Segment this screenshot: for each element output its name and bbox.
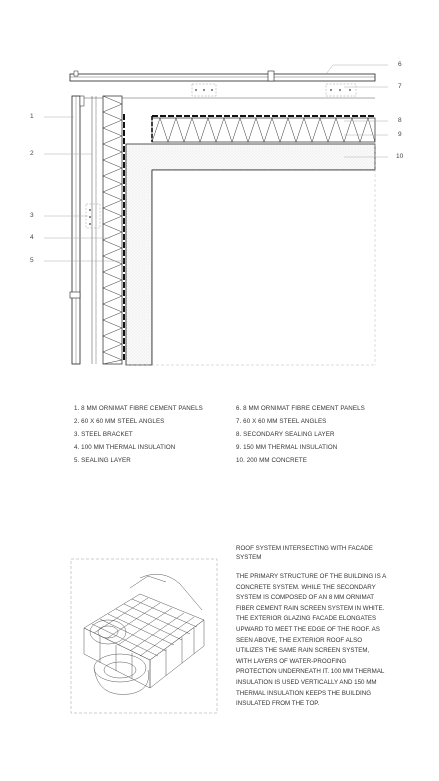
callout-4: 4 (30, 234, 34, 241)
wall-steel-angle-zone (86, 96, 100, 364)
callout-8: 8 (398, 117, 402, 124)
callout-9: 9 (398, 131, 402, 138)
callout-7: 7 (398, 83, 402, 90)
legend-item: 1. 8 MM ORNIMAT FIBRE CEMENT PANELS (74, 405, 203, 412)
legend-item: 4. 100 MM THERMAL INSULATION (74, 444, 176, 451)
legend-item: 3. STEEL BRACKET (74, 431, 133, 438)
description-title: ROOF SYSTEM INTERSECTING WITH FACADE SYSTEM (236, 545, 373, 561)
description-block (236, 545, 386, 710)
legend-item: 5. SEALING LAYER (74, 457, 131, 464)
description-body: THE PRIMARY STRUCTURE OF THE BUILDING IS A CONCRETE SYSTEM. WHILE THE SECONDARY SYSTEM IS COMPOSED OF AN 8 MM ORNIMAT FIBER CEMENT RAIN SCREEN SYSTEM IN WHITE. THE EXTERIOR GLAZING FACADE ELONGATES UPWARD TO MEET THE EDGE OF THE ROOF. AS SEEN ABOVE, THE EXTERIOR ROOF ALSO UTILIZES THE SAME RAIN SCREEN SYSTEM, WITH LAYERS OF WATER-PROOFING PROTECTION UNDERNEATH IT. 100 MM THERMAL INSULATION IS USED VERTICALLY AND 150 MM THERMAL INSULATION KEEPS THE BUILDING INSULATED FROM THE TOP. (236, 573, 386, 708)
callout-1: 1 (30, 113, 34, 120)
wall-insulation (103, 96, 122, 364)
legend-item: 8. SECONDARY SEALING LAYER (236, 431, 335, 438)
roof-insulation (152, 118, 375, 142)
legend-item: 2. 60 X 60 MM STEEL ANGLES (74, 418, 165, 425)
callout-10: 10 (396, 153, 404, 160)
callout-2: 2 (30, 150, 34, 157)
callout-5: 5 (30, 257, 34, 264)
roof-steel-angle-zone (82, 84, 375, 98)
facade-panel (70, 96, 84, 364)
legend-item: 6. 8 MM ORNIMAT FIBRE CEMENT PANELS (236, 405, 365, 412)
legend-item: 9. 150 MM THERMAL INSULATION (236, 444, 338, 451)
callout-3: 3 (30, 212, 34, 219)
callout-6: 6 (398, 61, 402, 68)
axonometric-building-sketch (70, 558, 218, 714)
legend-item: 7. 60 X 60 MM STEEL ANGLES (236, 418, 327, 425)
roof-panel (70, 71, 375, 81)
legend-item: 10. 200 MM CONCRETE (236, 457, 308, 464)
